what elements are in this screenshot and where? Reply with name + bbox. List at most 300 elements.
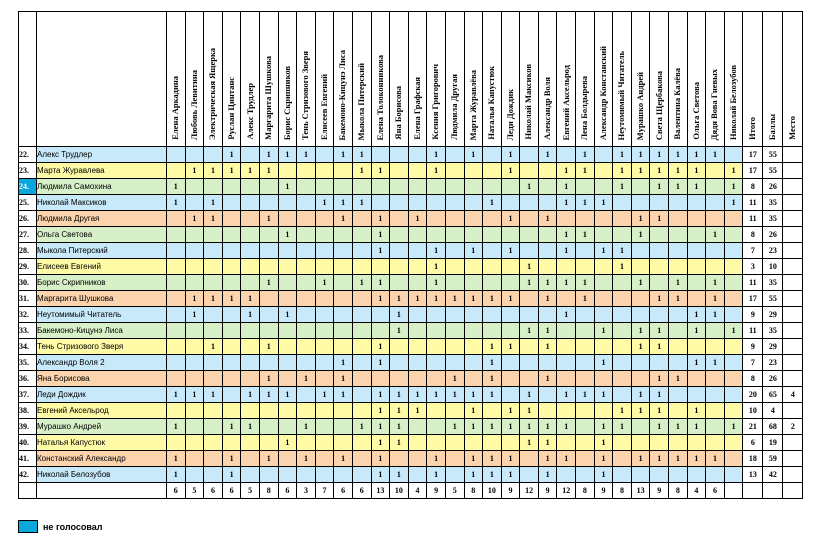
column-total: 5 <box>445 483 464 499</box>
vote-cell <box>669 355 688 371</box>
vote-cell <box>483 403 502 419</box>
vote-cell: 1 <box>650 419 669 435</box>
vote-cell: 1 <box>669 179 688 195</box>
vote-cell: 1 <box>631 323 650 339</box>
itogo-cell: 6 <box>743 435 763 451</box>
vote-cell <box>278 259 297 275</box>
vote-cell <box>706 195 725 211</box>
vote-cell: 1 <box>650 211 669 227</box>
mesto-cell <box>783 403 803 419</box>
vote-cell <box>241 435 260 451</box>
vote-cell <box>538 307 557 323</box>
vote-cell <box>167 323 186 339</box>
column-total: 13 <box>371 483 390 499</box>
totals-blank <box>19 483 37 499</box>
vote-cell <box>259 227 278 243</box>
vote-cell <box>724 435 743 451</box>
vote-cell: 1 <box>669 291 688 307</box>
vote-cell <box>222 355 241 371</box>
vote-cell: 1 <box>427 451 446 467</box>
vote-cell <box>315 227 334 243</box>
row-number: 37. <box>19 387 37 403</box>
vote-cell: 1 <box>259 211 278 227</box>
vote-cell <box>594 371 613 387</box>
total-header <box>783 12 803 147</box>
vote-cell: 1 <box>371 243 390 259</box>
vote-cell <box>204 227 223 243</box>
bally-cell: 19 <box>763 435 783 451</box>
vote-cell <box>352 323 371 339</box>
row-number: 28. <box>19 243 37 259</box>
vote-cell <box>631 307 650 323</box>
table-row <box>19 355 803 371</box>
vote-cell <box>167 163 186 179</box>
vote-cell: 1 <box>371 227 390 243</box>
vote-cell <box>613 387 632 403</box>
column-header-label: Дядя Вова Гневых <box>709 68 720 140</box>
vote-cell <box>427 227 446 243</box>
total-header <box>743 12 763 147</box>
vote-cell <box>390 371 409 387</box>
vote-cell <box>613 211 632 227</box>
column-header-label: Людмила Другая <box>449 74 460 140</box>
vote-cell: 1 <box>464 291 483 307</box>
totals-blank <box>743 483 763 499</box>
vote-cell <box>613 275 632 291</box>
vote-cell: 1 <box>259 451 278 467</box>
column-header <box>687 12 706 147</box>
vote-cell: 1 <box>371 163 390 179</box>
vote-cell <box>241 339 260 355</box>
vote-cell <box>204 147 223 163</box>
participant-name: Наталья Капустюк <box>37 435 167 451</box>
vote-cell <box>483 179 502 195</box>
column-total: 6 <box>334 483 353 499</box>
column-header <box>185 12 204 147</box>
vote-cell <box>520 227 539 243</box>
vote-cell <box>222 227 241 243</box>
vote-cell <box>297 435 316 451</box>
vote-cell: 1 <box>371 291 390 307</box>
column-header-label: Лена Болдырева <box>579 75 590 140</box>
row-number: 22. <box>19 147 37 163</box>
vote-cell <box>315 163 334 179</box>
vote-cell <box>334 323 353 339</box>
itogo-cell: 9 <box>743 307 763 323</box>
vote-cell <box>204 259 223 275</box>
vote-cell: 1 <box>631 339 650 355</box>
vote-cell <box>687 275 706 291</box>
vote-cell <box>297 323 316 339</box>
vote-cell: 1 <box>390 323 409 339</box>
vote-cell: 1 <box>334 211 353 227</box>
vote-cell <box>520 339 539 355</box>
column-header <box>464 12 483 147</box>
itogo-cell: 11 <box>743 323 763 339</box>
vote-cell <box>204 435 223 451</box>
table-row <box>19 147 803 163</box>
vote-cell: 1 <box>278 307 297 323</box>
vote-cell: 1 <box>352 163 371 179</box>
participant-name: Александр Воля 2 <box>37 355 167 371</box>
vote-cell <box>259 259 278 275</box>
vote-cell <box>204 275 223 291</box>
vote-cell <box>687 211 706 227</box>
vote-cell <box>557 467 576 483</box>
vote-cell: 1 <box>259 387 278 403</box>
vote-cell <box>241 371 260 387</box>
vote-cell <box>222 179 241 195</box>
vote-cell: 1 <box>594 467 613 483</box>
row-number: 23. <box>19 163 37 179</box>
vote-cell <box>445 323 464 339</box>
vote-cell: 1 <box>222 147 241 163</box>
vote-cell: 1 <box>371 339 390 355</box>
vote-cell <box>501 275 520 291</box>
vote-cell <box>315 291 334 307</box>
vote-cell <box>501 179 520 195</box>
column-header <box>427 12 446 147</box>
participant-name: Яна Борисова <box>37 371 167 387</box>
vote-cell: 1 <box>483 467 502 483</box>
vote-cell: 1 <box>167 419 186 435</box>
vote-cell: 1 <box>204 339 223 355</box>
vote-cell: 1 <box>185 211 204 227</box>
itogo-cell: 17 <box>743 163 763 179</box>
vote-cell <box>724 339 743 355</box>
vote-cell <box>650 355 669 371</box>
column-total: 6 <box>204 483 223 499</box>
vote-cell: 1 <box>445 419 464 435</box>
total-header-label: Итого <box>747 117 758 140</box>
vote-cell: 1 <box>278 147 297 163</box>
column-header-label: Елисеев Евгений <box>318 74 329 140</box>
column-total: 8 <box>613 483 632 499</box>
vote-cell <box>464 355 483 371</box>
vote-cell: 1 <box>408 211 427 227</box>
vote-cell <box>687 243 706 259</box>
mesto-cell <box>783 243 803 259</box>
vote-cell <box>427 323 446 339</box>
vote-cell: 1 <box>222 467 241 483</box>
vote-cell: 1 <box>464 467 483 483</box>
vote-cell <box>334 227 353 243</box>
vote-cell <box>464 339 483 355</box>
vote-cell <box>650 467 669 483</box>
vote-cell <box>222 275 241 291</box>
vote-cell <box>371 179 390 195</box>
vote-cell <box>464 227 483 243</box>
itogo-cell: 8 <box>743 179 763 195</box>
vote-cell <box>520 371 539 387</box>
itogo-cell: 8 <box>743 227 763 243</box>
vote-cell <box>241 243 260 259</box>
vote-cell <box>706 387 725 403</box>
itogo-cell: 10 <box>743 403 763 419</box>
vote-cell <box>576 355 595 371</box>
vote-cell <box>352 291 371 307</box>
vote-cell <box>185 419 204 435</box>
vote-cell <box>278 195 297 211</box>
bally-cell: 59 <box>763 451 783 467</box>
column-header <box>278 12 297 147</box>
column-total: 3 <box>297 483 316 499</box>
vote-cell <box>390 179 409 195</box>
vote-cell: 1 <box>706 291 725 307</box>
column-header <box>706 12 725 147</box>
vote-cell <box>631 195 650 211</box>
vote-cell: 1 <box>557 419 576 435</box>
vote-cell: 1 <box>483 339 502 355</box>
vote-cell <box>445 307 464 323</box>
table-row <box>19 227 803 243</box>
vote-cell <box>408 179 427 195</box>
vote-cell <box>185 371 204 387</box>
vote-cell <box>408 419 427 435</box>
mesto-cell <box>783 227 803 243</box>
participant-name: Маргарита Шушкова <box>37 291 167 307</box>
vote-cell <box>297 387 316 403</box>
vote-cell <box>259 419 278 435</box>
vote-cell: 1 <box>557 163 576 179</box>
vote-cell <box>613 227 632 243</box>
vote-cell <box>594 275 613 291</box>
table-row <box>19 403 803 419</box>
vote-cell: 1 <box>631 147 650 163</box>
vote-cell: 1 <box>706 147 725 163</box>
column-header <box>483 12 502 147</box>
vote-cell: 1 <box>334 355 353 371</box>
mesto-cell <box>783 451 803 467</box>
column-header <box>371 12 390 147</box>
itogo-cell: 11 <box>743 195 763 211</box>
vote-cell <box>557 259 576 275</box>
vote-cell <box>520 467 539 483</box>
vote-cell: 1 <box>315 195 334 211</box>
vote-cell <box>278 243 297 259</box>
vote-cell: 1 <box>557 451 576 467</box>
row-number: 39. <box>19 419 37 435</box>
vote-cell <box>501 387 520 403</box>
vote-cell <box>204 451 223 467</box>
participant-name: Евгений Аксельрод <box>37 403 167 419</box>
vote-cell <box>315 403 334 419</box>
vote-cell: 1 <box>483 371 502 387</box>
vote-cell <box>613 291 632 307</box>
vote-cell: 1 <box>464 387 483 403</box>
vote-cell <box>706 211 725 227</box>
vote-cell: 1 <box>520 179 539 195</box>
column-header-label: Елена Толоконникова <box>374 54 385 140</box>
vote-cell <box>259 435 278 451</box>
itogo-cell: 11 <box>743 211 763 227</box>
vote-cell: 1 <box>631 211 650 227</box>
vote-cell <box>278 355 297 371</box>
vote-cell <box>687 435 706 451</box>
vote-cell <box>706 419 725 435</box>
vote-cell: 1 <box>520 323 539 339</box>
vote-cell <box>297 163 316 179</box>
vote-cell <box>278 467 297 483</box>
itogo-cell: 11 <box>743 275 763 291</box>
vote-cell <box>706 403 725 419</box>
vote-cell: 1 <box>650 371 669 387</box>
bally-cell: 65 <box>763 387 783 403</box>
rating-table <box>18 11 803 499</box>
vote-cell: 1 <box>538 339 557 355</box>
vote-cell <box>278 403 297 419</box>
vote-cell: 1 <box>408 387 427 403</box>
vote-cell: 1 <box>613 403 632 419</box>
column-total <box>724 483 743 499</box>
vote-cell: 1 <box>297 147 316 163</box>
vote-cell <box>222 387 241 403</box>
vote-cell <box>669 211 688 227</box>
vote-cell <box>501 323 520 339</box>
vote-cell: 1 <box>724 163 743 179</box>
vote-cell <box>167 403 186 419</box>
vote-cell <box>259 179 278 195</box>
vote-cell: 1 <box>297 371 316 387</box>
itogo-cell: 7 <box>743 243 763 259</box>
column-header-label: Наталья Капустюк <box>486 66 497 140</box>
row-number: 25. <box>19 195 37 211</box>
column-header-label: Елена Графская <box>411 77 422 140</box>
vote-cell <box>706 179 725 195</box>
vote-cell: 1 <box>538 211 557 227</box>
vote-cell: 1 <box>445 387 464 403</box>
column-header-label: Борис Скрипников <box>281 65 292 140</box>
participant-name: Леди Дождик <box>37 387 167 403</box>
vote-cell: 1 <box>706 307 725 323</box>
vote-cell: 1 <box>557 275 576 291</box>
vote-cell <box>483 211 502 227</box>
vote-cell <box>520 211 539 227</box>
vote-cell <box>576 179 595 195</box>
vote-cell <box>315 355 334 371</box>
vote-cell <box>390 243 409 259</box>
column-total: 10 <box>390 483 409 499</box>
vote-cell <box>352 243 371 259</box>
column-header <box>631 12 650 147</box>
vote-cell <box>334 179 353 195</box>
vote-cell <box>631 371 650 387</box>
vote-cell <box>278 451 297 467</box>
vote-cell <box>687 259 706 275</box>
vote-cell <box>669 323 688 339</box>
vote-cell <box>278 419 297 435</box>
vote-cell <box>538 259 557 275</box>
vote-cell <box>185 275 204 291</box>
row-number: 30. <box>19 275 37 291</box>
bally-cell: 35 <box>763 195 783 211</box>
participant-name: Мыкола Питерский <box>37 243 167 259</box>
vote-cell <box>538 387 557 403</box>
total-header-label: Место <box>787 116 798 140</box>
vote-cell <box>222 403 241 419</box>
vote-cell <box>185 259 204 275</box>
vote-cell <box>408 451 427 467</box>
vote-cell: 1 <box>669 275 688 291</box>
vote-cell: 1 <box>724 195 743 211</box>
participant-name: Неутомимый Читатель <box>37 307 167 323</box>
vote-cell: 1 <box>594 435 613 451</box>
vote-cell <box>334 467 353 483</box>
vote-cell: 1 <box>557 195 576 211</box>
vote-cell <box>278 211 297 227</box>
vote-cell <box>315 259 334 275</box>
vote-cell <box>576 419 595 435</box>
vote-cell <box>687 467 706 483</box>
vote-cell: 1 <box>594 195 613 211</box>
vote-cell: 1 <box>613 179 632 195</box>
vote-cell: 1 <box>278 227 297 243</box>
vote-cell <box>259 243 278 259</box>
vote-cell: 1 <box>445 291 464 307</box>
vote-cell <box>222 371 241 387</box>
column-total: 9 <box>501 483 520 499</box>
column-totals-row <box>19 483 803 499</box>
row-number: 29. <box>19 259 37 275</box>
vote-cell: 1 <box>501 467 520 483</box>
column-total: 7 <box>315 483 334 499</box>
vote-cell <box>520 307 539 323</box>
vote-cell: 1 <box>687 451 706 467</box>
participant-name: Николай Белозубов <box>37 467 167 483</box>
vote-cell <box>352 227 371 243</box>
vote-cell <box>204 355 223 371</box>
vote-cell: 1 <box>538 451 557 467</box>
vote-cell <box>613 467 632 483</box>
vote-cell <box>520 291 539 307</box>
mesto-cell <box>783 179 803 195</box>
vote-cell <box>464 435 483 451</box>
header-row <box>19 12 803 147</box>
column-header <box>259 12 278 147</box>
vote-cell <box>706 243 725 259</box>
vote-cell <box>390 227 409 243</box>
vote-cell: 1 <box>501 451 520 467</box>
vote-cell <box>724 243 743 259</box>
column-total: 8 <box>464 483 483 499</box>
vote-cell: 1 <box>557 227 576 243</box>
vote-cell <box>650 227 669 243</box>
vote-cell <box>352 307 371 323</box>
vote-cell: 1 <box>650 403 669 419</box>
vote-cell: 1 <box>594 451 613 467</box>
table-row <box>19 291 803 307</box>
column-total: 12 <box>557 483 576 499</box>
vote-cell <box>594 227 613 243</box>
vote-cell: 1 <box>650 339 669 355</box>
vote-cell <box>594 307 613 323</box>
vote-cell <box>724 467 743 483</box>
vote-cell <box>650 307 669 323</box>
vote-cell <box>167 435 186 451</box>
vote-cell <box>669 307 688 323</box>
column-header-label: Света Щербакова <box>653 70 664 140</box>
bally-cell: 23 <box>763 355 783 371</box>
bally-cell: 55 <box>763 291 783 307</box>
vote-cell <box>390 355 409 371</box>
table-row <box>19 211 803 227</box>
legend-label: не голосовал <box>43 521 103 532</box>
vote-cell <box>315 339 334 355</box>
column-header <box>613 12 632 147</box>
vote-cell <box>706 259 725 275</box>
column-header <box>315 12 334 147</box>
column-header <box>222 12 241 147</box>
